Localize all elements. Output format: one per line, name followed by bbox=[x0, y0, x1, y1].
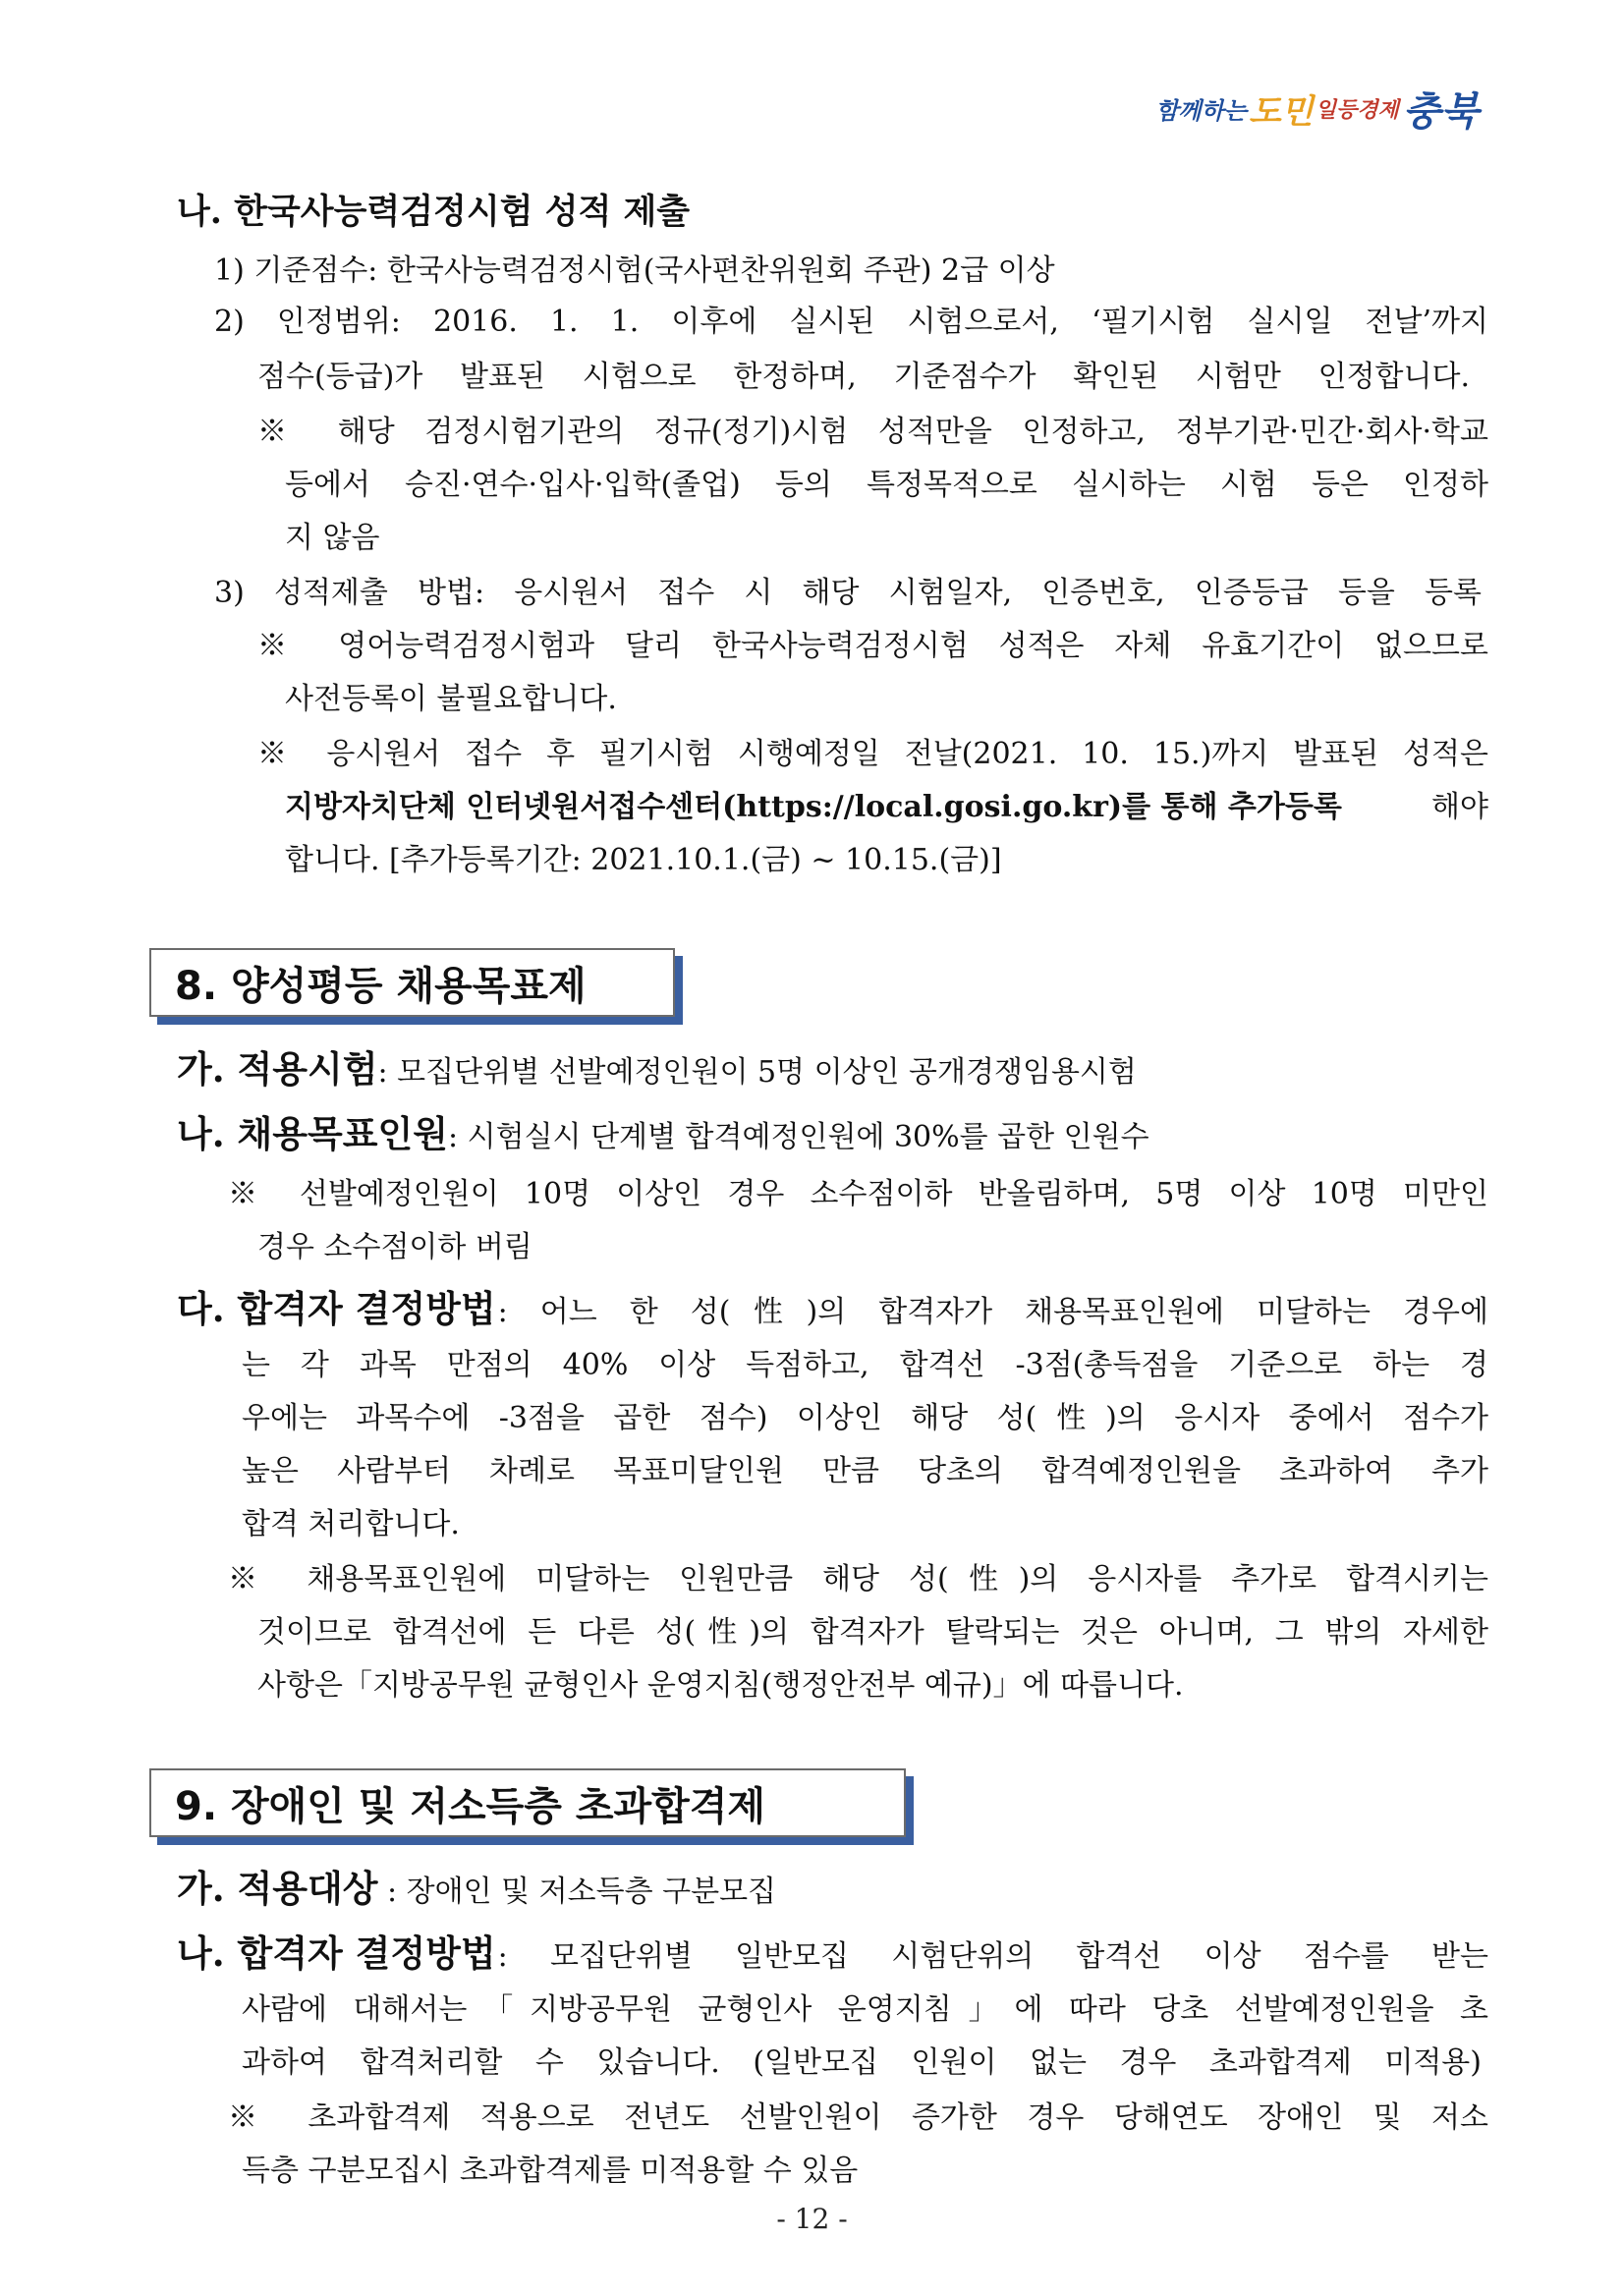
logo-text-3: 일등경제 bbox=[1315, 96, 1399, 123]
section-8-da-line-1: : 어느 한 성(性)의 합격자가 채용목표인원에 미달하는 경우에 bbox=[497, 1295, 1488, 1329]
section-9-na-label: 나. 합격자 결정방법 bbox=[177, 1931, 496, 1975]
logo-text-1: 함께하는 bbox=[1155, 95, 1247, 125]
note-1-line-1: ※ 해당 검정시험기관의 정규(정기)시험 성적만을 인정하고, 정부기관·민간·회사·학교 bbox=[257, 415, 1488, 449]
note-3-bold-text: 지방자치단체 인터넷원서접수센터(https://local.gosi.go.kr)를 통해 추가등록 bbox=[285, 790, 1342, 824]
section-8-ga-text: : 모집단위별 선발예정인원이 5명 이상인 공개경쟁임용시험 bbox=[377, 1055, 1137, 1090]
section-8-da-line-3: 우에는 과목수에 -3점을 곱한 점수) 이상인 해당 성(性)의 응시자 중에서 점수가 bbox=[242, 1401, 1488, 1435]
section-8-na-note-line-2: 경우 소수점이하 버림 bbox=[257, 1230, 532, 1264]
section-9-ga-text: : 장애인 및 저소득층 구분모집 bbox=[377, 1875, 777, 1909]
note-3-rest-text: 해야 bbox=[1431, 790, 1488, 824]
section-9-na bbox=[177, 1933, 1488, 1977]
section-8-da-note-line-3: 사항은「지방공무원 균형인사 운영지침(행정안전부 예규)」에 따릅니다. bbox=[257, 1668, 1184, 1703]
section-8-ga-label: 가. 적용시험 bbox=[177, 1047, 378, 1091]
section-9-heading bbox=[149, 1768, 906, 1837]
section-8-da-note-line-1: ※ 채용목표인원에 미달하는 인원만큼 해당 성(性)의 응시자를 추가로 합격시키는 bbox=[228, 1562, 1488, 1596]
section-9-na-line-3: 과하여 합격처리할 수 있습니다. (일반모집 인원이 없는 경우 초과합격제 미적용) bbox=[242, 2045, 1482, 2080]
section-9-ga-label: 가. 적용대상 bbox=[177, 1867, 378, 1910]
note-3-line-3: 합니다. [추가등록기간: 2021.10.1.(금) ~ 10.15.(금)] bbox=[285, 843, 1002, 877]
section-8-da bbox=[177, 1289, 1488, 1332]
logo-text-2: 도민 bbox=[1249, 91, 1314, 132]
section-9-ga bbox=[177, 1869, 776, 1912]
section-8-ga bbox=[177, 1049, 1137, 1092]
item-2-line-2: 점수(등급)가 발표된 시험으로 한정하며, 기준점수가 확인된 시험만 인정합니다. bbox=[257, 360, 1470, 394]
note-2-line-2: 사전등록이 불필요합니다. bbox=[285, 682, 617, 716]
note-3-line-2 bbox=[285, 788, 1488, 827]
header-logo bbox=[1155, 79, 1479, 138]
item-1: 1) 기준점수: 한국사능력검정시험(국사편찬위원회 주관) 2급 이상 bbox=[214, 253, 1055, 288]
note-3-line-1: ※ 응시원서 접수 후 필기시험 시행예정일 전날(2021. 10. 15.)까지 발표된 성적은 bbox=[257, 737, 1488, 771]
logo-text-4: 충북 bbox=[1402, 87, 1479, 135]
section-9-heading-text: 9. 장애인 및 저소득층 초과합격제 bbox=[175, 1783, 766, 1829]
subsection-title-korean-history: 나. 한국사능력검정시험 성적 제출 bbox=[177, 192, 691, 232]
section-9-note-line-1: ※ 초과합격제 적용으로 전년도 선발인원이 증가한 경우 당해연도 장애인 및 저소 bbox=[228, 2100, 1488, 2135]
page-number: - 12 - bbox=[776, 2203, 848, 2235]
section-8-da-line-4: 높은 사람부터 차례로 목표미달인원 만큼 당초의 합격예정인원을 초과하여 추가 bbox=[242, 1454, 1488, 1488]
section-8-heading-text: 8. 양성평등 채용목표제 bbox=[175, 963, 587, 1009]
section-8-na-text: : 시험실시 단계별 합격예정인원에 30%를 곱한 인원수 bbox=[447, 1120, 1149, 1154]
section-9-note-line-2: 득층 구분모집시 초과합격제를 미적용할 수 있음 bbox=[242, 2154, 859, 2188]
section-8-heading bbox=[149, 948, 675, 1017]
section-8-na-label: 나. 채용목표인원 bbox=[177, 1112, 448, 1155]
section-8-da-line-5: 합격 처리합니다. bbox=[242, 1507, 460, 1541]
item-2-line-1: 2) 인정범위: 2016. 1. 1. 이후에 실시된 시험으로서, ‘필기시험 실시일 전날’까지 bbox=[214, 305, 1488, 339]
section-9-na-line-2: 사람에 대해서는「지방공무원 균형인사 운영지침」에 따라 당초 선발예정인원을 초 bbox=[242, 1992, 1488, 2027]
section-8-da-line-2: 는 각 과목 만점의 40% 이상 득점하고, 합격선 -3점(총득점을 기준으로 하는 경 bbox=[242, 1348, 1488, 1382]
section-8-da-label: 다. 합격자 결정방법 bbox=[177, 1287, 496, 1330]
section-9-na-line-1: : 모집단위별 일반모집 시험단위의 합격선 이상 점수를 받는 bbox=[497, 1939, 1488, 1974]
note-2-line-1: ※ 영어능력검정시험과 달리 한국사능력검정시험 성적은 자체 유효기간이 없으므로 bbox=[257, 629, 1488, 663]
item-3: 3) 성적제출 방법: 응시원서 접수 시 해당 시험일자, 인증번호, 인증등급 등을 등록 bbox=[214, 576, 1482, 610]
section-8-na-note-line-1: ※ 선발예정인원이 10명 이상인 경우 소수점이하 반올림하며, 5명 이상 10명 미만인 bbox=[228, 1177, 1488, 1211]
section-8-na bbox=[177, 1114, 1149, 1157]
note-1-line-3: 지 않음 bbox=[285, 521, 380, 555]
section-8-da-note-line-2: 것이므로 합격선에 든 다른 성(性)의 합격자가 탈락되는 것은 아니며, 그 밖의 자세한 bbox=[257, 1615, 1488, 1650]
note-1-line-2: 등에서 승진·연수·입사·입학(졸업) 등의 특정목적으로 실시하는 시험 등은 인정하 bbox=[285, 468, 1488, 502]
